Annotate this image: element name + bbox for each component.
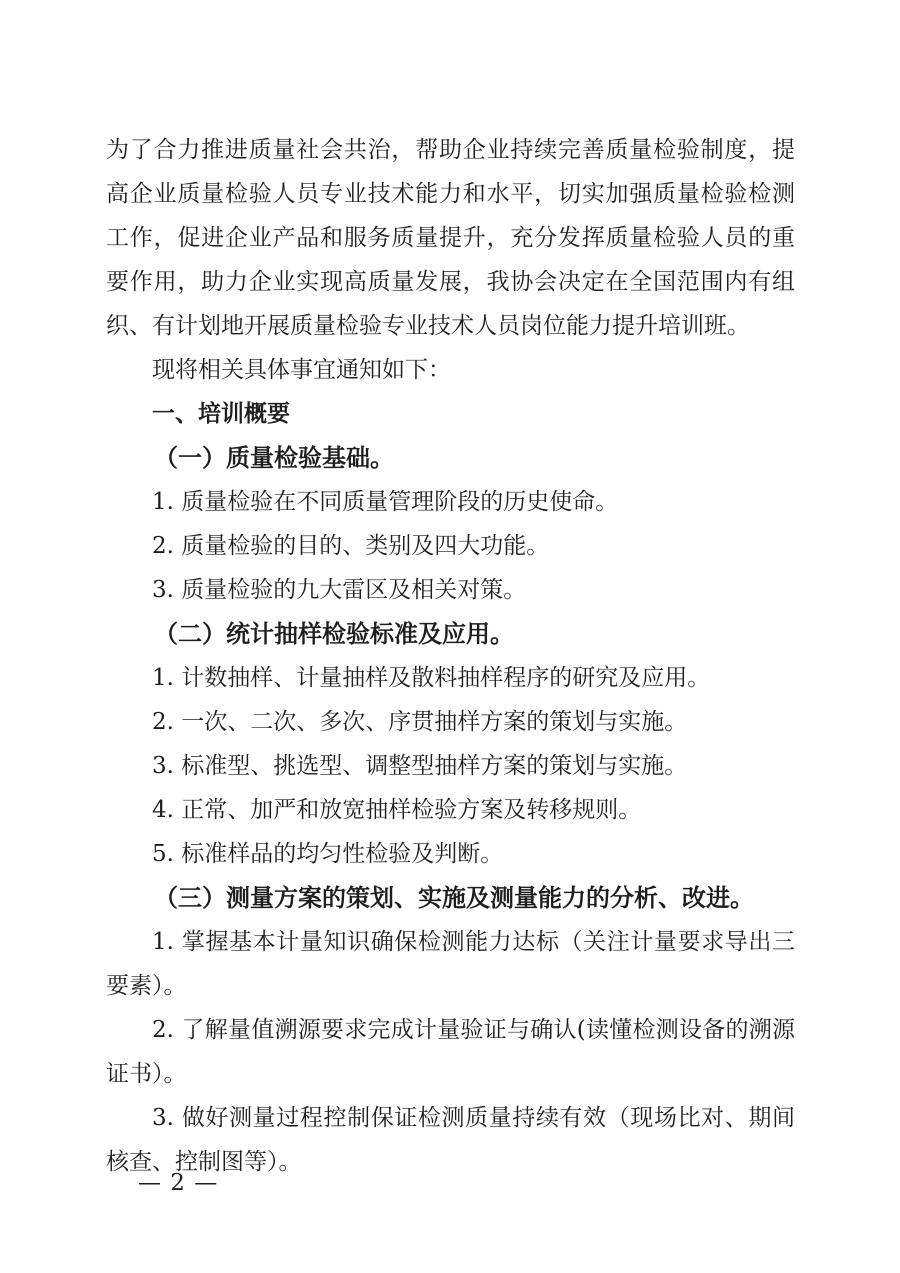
list-item: 1. 计数抽样、计量抽样及散料抽样程序的研究及应用。 [152,665,711,691]
subsection-heading-quality-inspection-basics: （一）质量检验基础。 [154,443,394,472]
intro-paragraph: 为了合力推进质量社会共治，帮助企业持续完善质量检验制度，提高企业质量检验人员专业技术能力和水平，切实加强质量检验检测工作，促进企业产品和服务质量提升，充分发挥质量检验人员的重要作用，助力企业实现高质量发展，我协会决定在全国范围内有组织、有计划地开展质量检验专业技术人员岗位能力提升培训班。 [106,137,795,339]
list-item: 2. 质量检验的目的、类别及四大功能。 [152,533,550,559]
list-item: 1. 质量检验在不同质量管理阶段的历史使命。 [152,489,619,515]
page-number: — 2 — [138,1170,219,1196]
list-item: 3. 标准型、挑选型、调整型抽样方案的策划与实施。 [152,753,688,779]
list-item: 5. 标准样品的均匀性检验及判断。 [152,841,504,867]
notice-line: 现将相关具体事宜通知如下： [152,357,451,383]
list-item: 3. 质量检验的九大雷区及相关对策。 [152,577,527,603]
subsection-heading-measurement-plan: （三）测量方案的策划、实施及测量能力的分析、改进。 [154,883,754,912]
list-item: 2. 一次、二次、多次、序贯抽样方案的策划与实施。 [152,709,688,735]
list-item: 4. 正常、加严和放宽抽样检验方案及转移规则。 [152,797,642,823]
document-content [106,128,795,1184]
list-item: 1. 掌握基本计量知识确保检测能力达标（关注计量要求导出三要素）。 [106,929,795,999]
list-item: 2. 了解量值溯源要求完成计量验证与确认(读懂检测设备的溯源证书）。 [106,1017,795,1087]
section-heading-training-overview: 一、培训概要 [152,401,290,427]
list-item: 3. 做好测量过程控制保证检测质量持续有效（现场比对、期间核查、控制图等）。 [106,1105,795,1175]
subsection-heading-statistical-sampling: （二）统计抽样检验标准及应用。 [154,619,514,648]
